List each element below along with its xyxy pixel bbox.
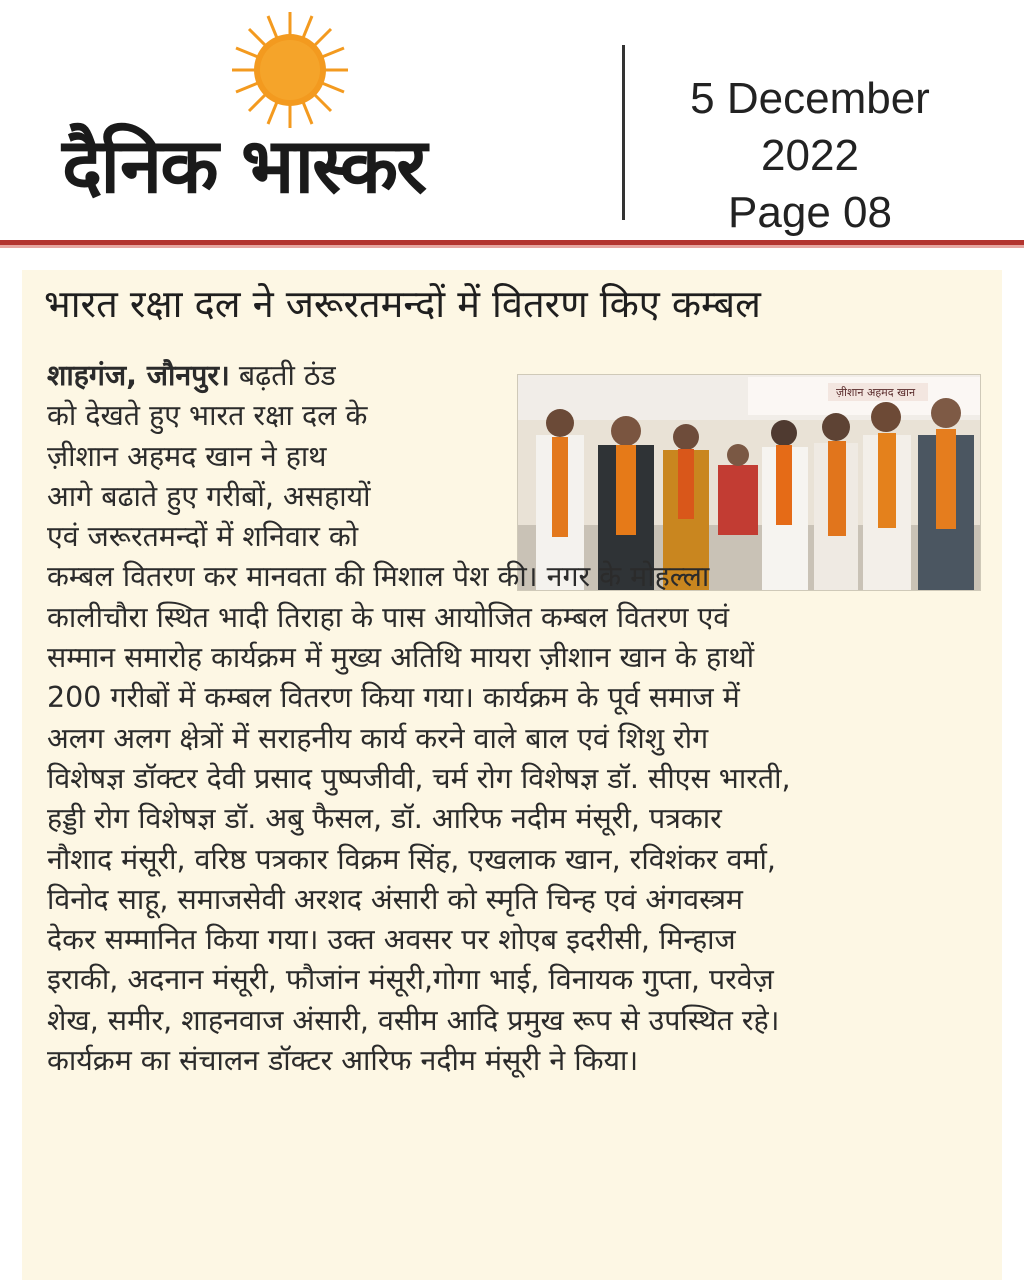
article-line: इराकी, अदनान मंसूरी, फौजांन मंसूरी,गोगा भाई, विनायक गुप्ता, परवेज़ bbox=[47, 963, 774, 997]
article-line: अलग अलग क्षेत्रों में सराहनीय कार्य करने वाले बाल एवं शिशु रोग bbox=[47, 721, 709, 755]
article-dateline: शाहगंज, जौनपुर। bbox=[47, 359, 230, 392]
article-line: शेख, समीर, शाहनवाज अंसारी, वसीम आदि प्रमुख रूप से उपस्थित रहे। bbox=[47, 1003, 780, 1037]
article-line: आगे बढाते हुए गरीबों, असहायों bbox=[47, 479, 371, 513]
masthead bbox=[0, 0, 1024, 240]
article-line: विशेषज्ञ डॉक्टर देवी प्रसाद पुष्पजीवी, चर्म रोग विशेषज्ञ डॉ. सीएस भारती, bbox=[47, 761, 791, 795]
masthead-divider bbox=[622, 45, 625, 220]
article-line: कालीचौरा स्थित भादी तिराहा के पास आयोजित कम्बल वितरण एवं bbox=[47, 600, 730, 634]
article-body bbox=[47, 356, 987, 1081]
article-line: एवं जरूरतमन्दों में शनिवार को bbox=[47, 520, 359, 554]
article-line: कार्यक्रम का संचालन डॉक्टर आरिफ नदीम मंसूरी ने किया। bbox=[47, 1044, 639, 1078]
article-line: शाहगंज, जौनपुर। बढ़ती ठंड bbox=[47, 359, 336, 392]
article-line: हड्डी रोग विशेषज्ञ डॉ. अबु फैसल, डॉ. आरिफ नदीम मंसूरी, पत्रकार bbox=[47, 802, 722, 836]
photo-banner-text: ज़ीशान अहमद खान bbox=[836, 386, 916, 399]
article-line: ज़ीशान अहमद खान ने हाथ bbox=[47, 439, 327, 473]
article-line: नौशाद मंसूरी, वरिष्ठ पत्रकार विक्रम सिंह, एखलाक खान, रविशंकर वर्मा, bbox=[47, 842, 776, 876]
article-line: कम्बल वितरण कर मानवता की मिशाल पेश की। नगर के मोहल्ला bbox=[47, 560, 710, 594]
article-line: 200 गरीबों में कम्बल वितरण किया गया। कार्यक्रम के पूर्व समाज में bbox=[47, 681, 740, 715]
article-line: देकर सम्मानित किया गया। उक्त अवसर पर शोएब इदरीसी, मिन्हाज bbox=[47, 923, 736, 957]
newspaper-logo: दैनिक भास्कर bbox=[62, 121, 426, 210]
article-line: को देखते हुए भारत रक्षा दल के bbox=[47, 399, 368, 433]
article-line: सम्मान समारोह कार्यक्रम में मुख्य अतिथि मायरा ज़ीशान खान के हाथों bbox=[47, 641, 755, 675]
masthead-rule-shadow bbox=[0, 245, 1024, 248]
issue-date: 5 December 2022 bbox=[690, 74, 930, 181]
page-number: Page 08 bbox=[728, 188, 892, 238]
news-article bbox=[22, 270, 1002, 1280]
article-line: विनोद साहू, समाजसेवी अरशद अंसारी को स्मृति चिन्ह एवं अंगवस्त्रम bbox=[47, 882, 743, 916]
issue-info bbox=[640, 70, 980, 242]
sun-logo-icon bbox=[230, 10, 350, 130]
article-headline: भारत रक्षा दल ने जरूरतमन्दों में वितरण किए कम्बल bbox=[44, 282, 761, 326]
